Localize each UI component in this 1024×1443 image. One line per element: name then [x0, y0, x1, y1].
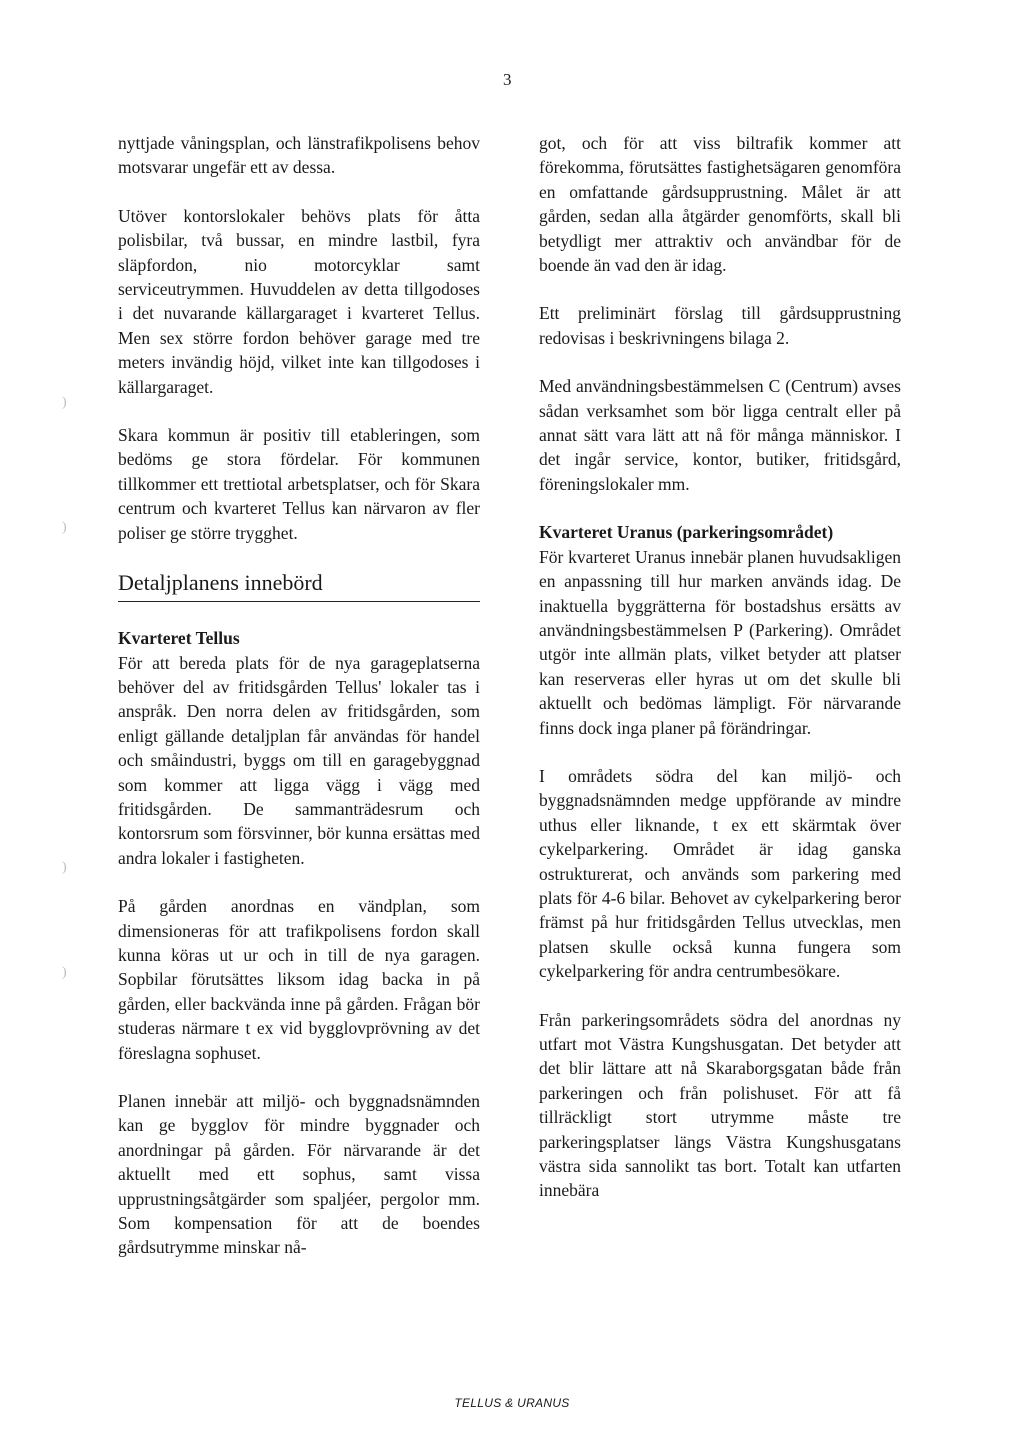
paragraph: Utöver kontorslokaler behövs plats för åtta polisbilar, två bussar, en mindre lastbil, fyra släpfordon, nio motorcyklar samt serviceutrymmen. Huvuddelen av detta tillgodoses i det nuvarande källargaraget i kvarteret Tellus. Men sex större fordon behöver garage med tre meters invändig höjd, vilket inte kan tillgodoses i källargaraget.: [118, 205, 480, 397]
subheading-uranus: Kvarteret Uranus (parkeringsområdet): [539, 522, 834, 543]
paragraph: På gården anordnas en vändplan, som dimensioneras för att trafikpolisens fordon skall kunna köras ut ur och in till de nya garagen. Sopbilar förutsättes liksom idag backa in på gården, eller backvända inne på gården. Frågan bör studeras närmare t ex vid bygglovprövning av det föreslagna sophuset.: [118, 896, 480, 1063]
page-number: 3: [503, 70, 512, 89]
paragraph: För kvarteret Uranus innebär planen huvudsakligen en anpassning till hur marken används idag. De inaktuella byggrätterna för bostadshus ersätts av användningsbestämmelsen P (Parkering). Området utgör inte allmän plats, vilket betyder att platser kan reserveras eller hyras ut om det skulle bli aktuellt och bedömas lämpligt. För närvarande finns dock inga planer på förändringar.: [539, 546, 901, 738]
right-column: [539, 131, 901, 1203]
paragraph: För att bereda plats för de nya garageplatserna behöver del av fritidsgården Tellus' lokaler tas i anspråk. Den norra delen av fritidsgården, som enligt gällande detaljplan får användas för handel och småindustri, byggs om till en garagebyggnad som kommer att ligga vägg i vägg med fritidsgården. De sammanträdesrum och kontorsrum som försvinner, bör kunna ersättas med andra lokaler i fastigheten.: [118, 652, 480, 868]
paragraph: Ett preliminärt förslag till gårdsupprustning redovisas i beskrivningens bilaga 2.: [539, 303, 901, 348]
paragraph: Planen innebär att miljö- och byggnadsnämnden kan ge bygglov för mindre byggnader och anordningar på gården. För närvarande är det aktuellt med ett sophus, samt vissa upprustningsåtgärder som spaljéer, pergolor mm. Som kompensation för att de boendes gårdsutrymme minskar nå-: [118, 1091, 480, 1258]
subheading-tellus: Kvarteret Tellus: [118, 628, 240, 649]
paragraph: nyttjade våningsplan, och länstrafikpolisens behov motsvarar ungefär ett av dessa.: [118, 133, 480, 178]
paragraph: Med användningsbestämmelsen C (Centrum) avses sådan verksamhet som bör ligga centralt eller på annat sätt vara lätt att nå för många människor. I det ingår service, kontor, butiker, fritidsgård, föreningslokaler mm.: [539, 376, 901, 494]
section-heading: Detaljplanens innebörd: [118, 569, 480, 602]
paragraph: Skara kommun är positiv till etableringen, som bedöms ge stora fördelar. För kommunen tillkommer ett trettiotal arbetsplatser, och för Skara centrum och kvarteret Tellus kan närvaron av fler poliser ge större trygghet.: [118, 425, 480, 543]
page-footer: TELLUS & URANUS: [454, 1396, 570, 1410]
margin-mark: ): [62, 965, 67, 980]
margin-mark: ): [62, 520, 67, 535]
left-column: [118, 131, 480, 1260]
paragraph: I områdets södra del kan miljö- och byggnadsnämnden medge uppförande av mindre uthus eller liknande, t ex ett skärmtak över cykelparkering. Området är idag ganska ostrukturerat, och används som parkering med plats för 4-6 bilar. Behovet av cykelparkering beror främst på hur fritidsgården Tellus utvecklas, men platsen skulle också kunna fungera som cykelparkering för andra centrumbesökare.: [539, 765, 901, 982]
margin-mark: ): [62, 860, 67, 875]
margin-mark: ): [62, 395, 67, 410]
paragraph: got, och för att viss biltrafik kommer att förekomma, förutsättes fastighetsägaren genomföra en omfattande gårdsupprustning. Målet är att gården, sedan alla åtgärder genomförts, skall bli betydligt mer attraktiv och användbar för de boende än vad den är idag.: [539, 133, 901, 276]
paragraph: Från parkeringsområdets södra del anordnas ny utfart mot Västra Kungshusgatan. Det betyder att det blir lättare att nå Skaraborgsgatan både från parkeringen och från polishuset. För att få tillräckligt stort utrymme måste tre parkeringsplatser längs Västra Kungshusgatans västra sida sannolikt tas bort. Totalt kan utfarten innebära: [539, 1009, 901, 1201]
